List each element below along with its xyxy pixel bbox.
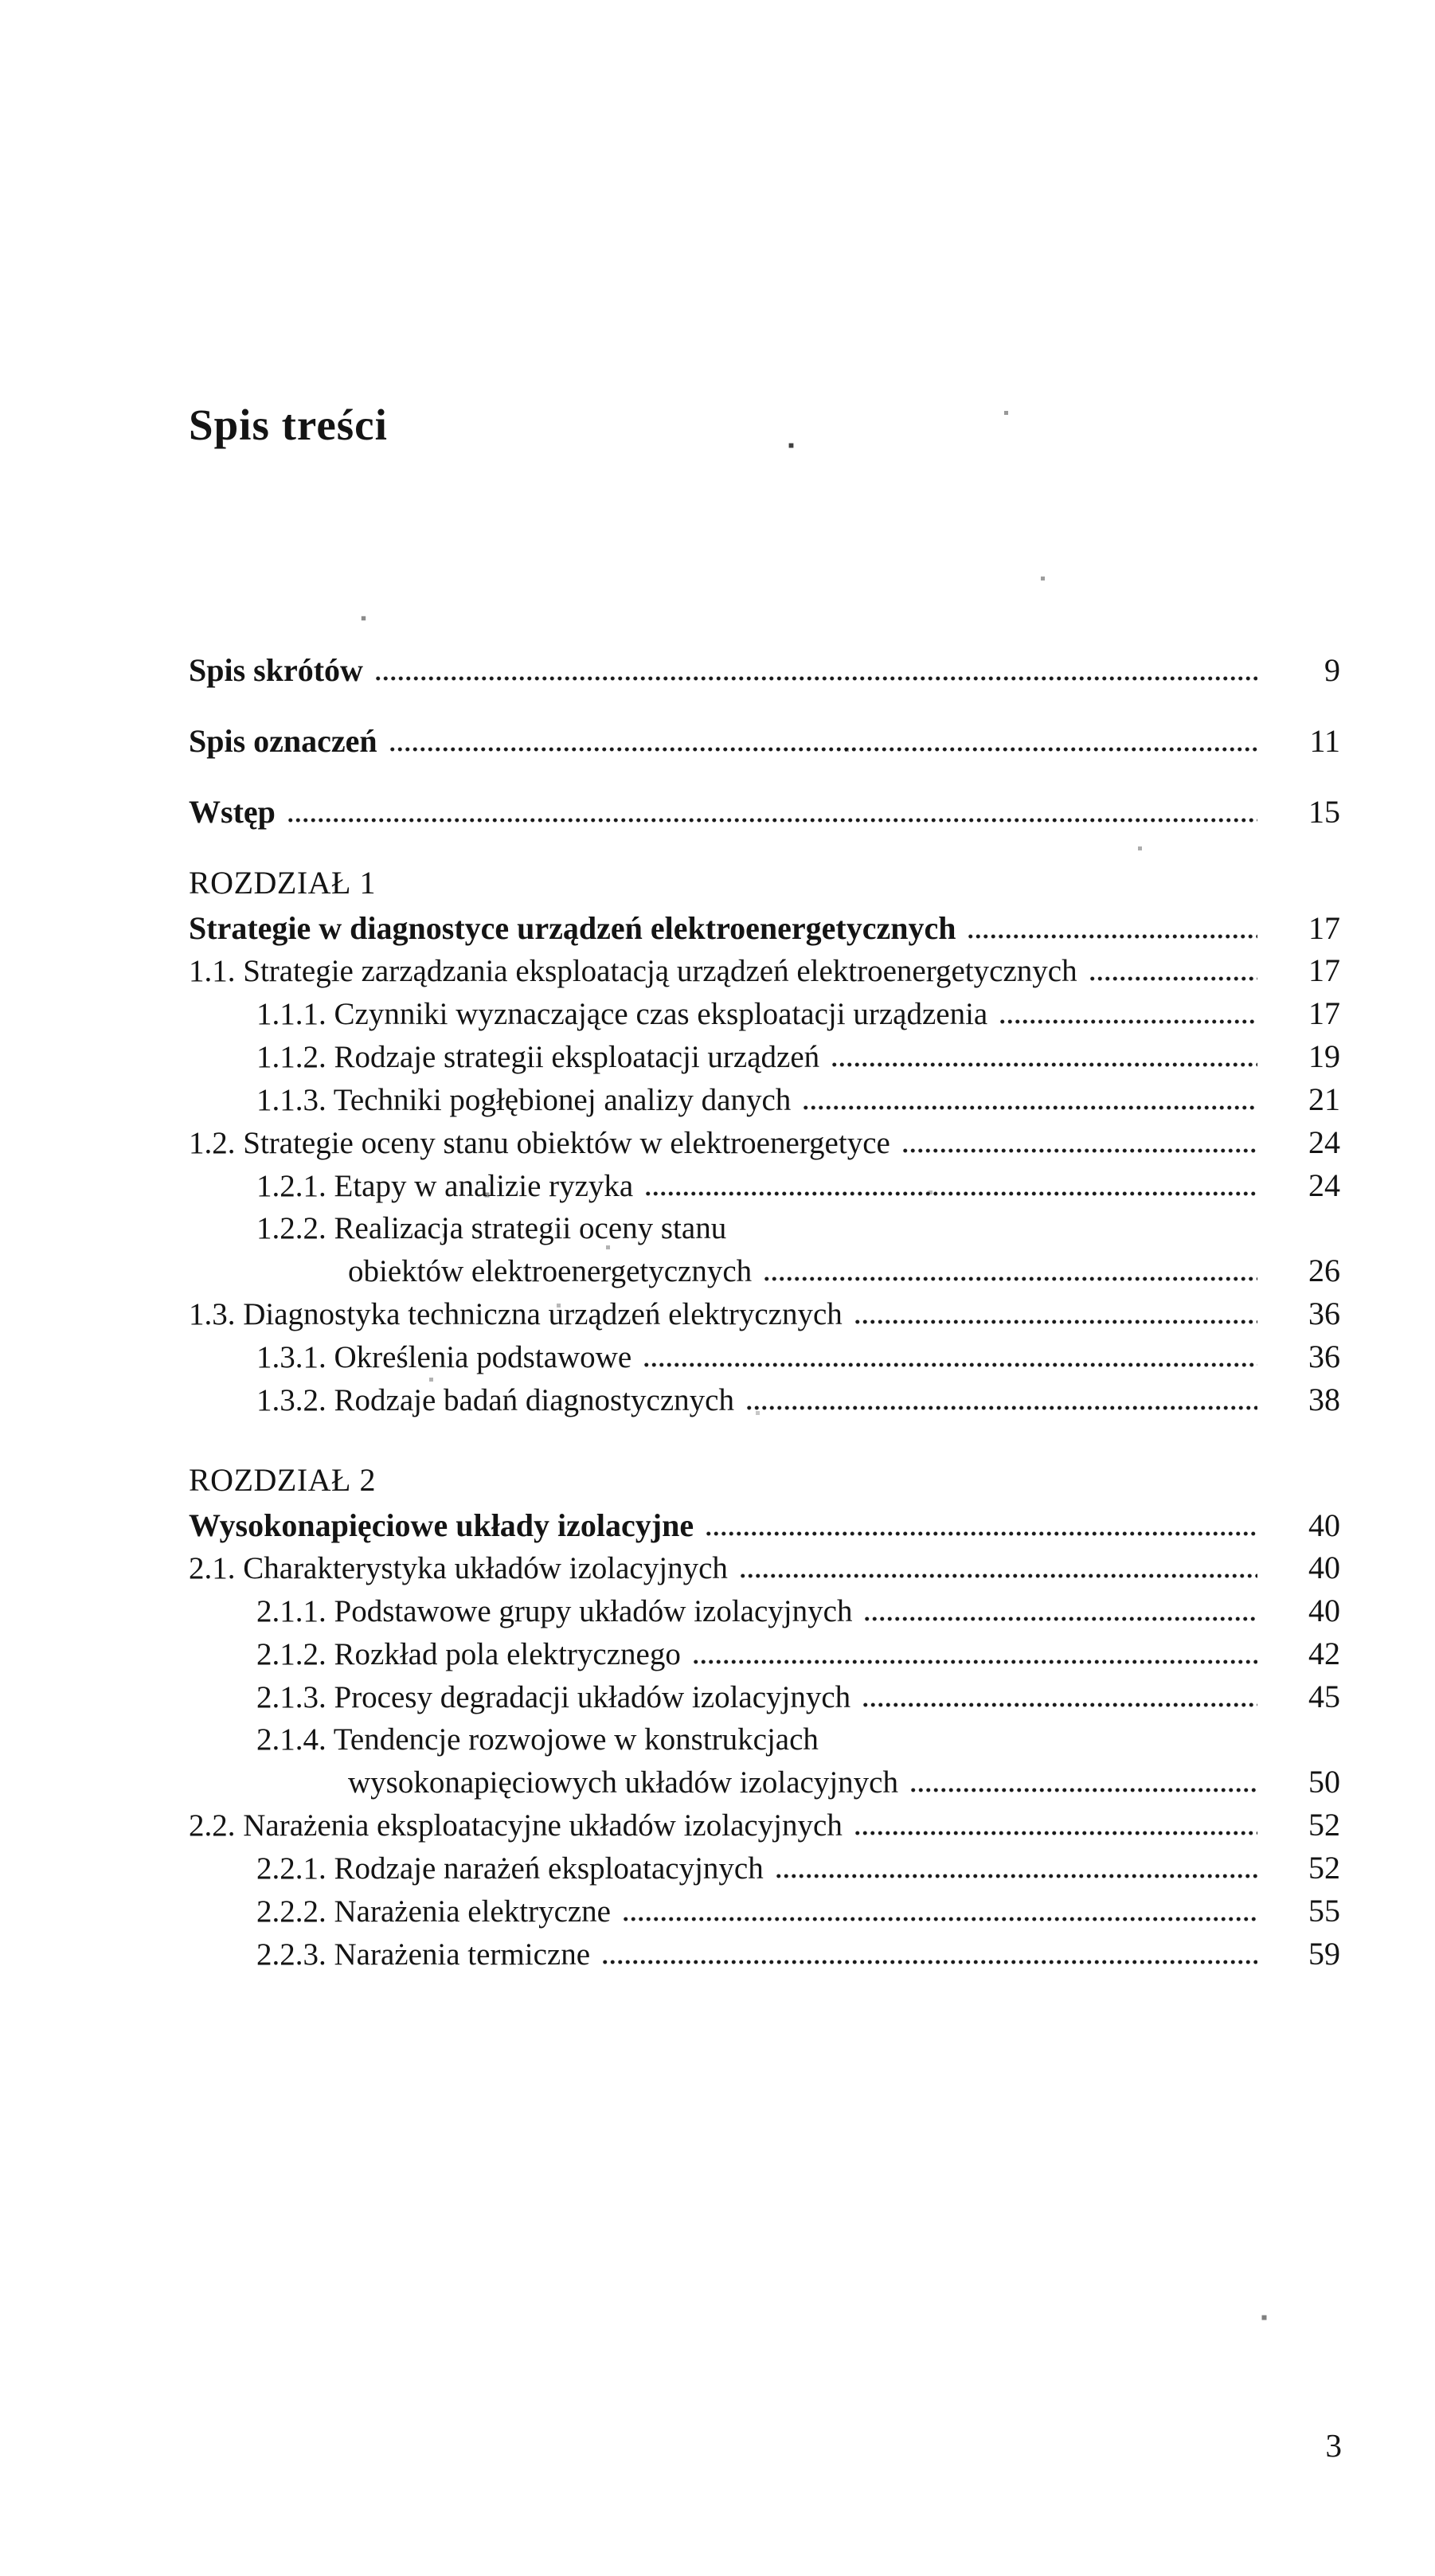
dot-leader [831,1061,1257,1067]
toc-entry [189,1804,1340,1847]
page-number: 3 [1325,2427,1342,2464]
dot-leader [389,746,1257,752]
toc-entry [256,1890,1340,1933]
toc-entry-page: 42 [1308,1636,1340,1671]
toc-entry-page: 24 [1308,1167,1340,1203]
toc-entry [189,720,1340,762]
toc-entry [348,1249,1340,1292]
toc-entry-label: 2.1.4. Tendencje rozwojowe w konstrukcjach [256,1722,819,1757]
page-title: Spis treści [189,401,388,449]
toc-entry-page: 9 [1324,652,1340,688]
toc-entry-label: Spis skrótów [189,652,363,688]
toc-entry-label: wysokonapięciowych układów izolacyjnych [348,1765,898,1800]
toc-entry-page: 59 [1308,1936,1340,1972]
toc-entry [189,649,1340,691]
toc-entry [189,862,1340,904]
toc-entry-page: 40 [1308,1593,1340,1628]
toc-entry-label: 1.1.1. Czynniki wyznaczające czas eksploatacji urządzenia [256,997,988,1031]
dot-leader [802,1104,1257,1110]
toc-entry [256,1632,1340,1675]
toc-entry-page: 26 [1308,1253,1340,1288]
toc-entry-label: Wstęp [189,794,276,830]
dot-leader [1089,975,1257,981]
toc-entry-label: 1.3.1. Określenia podstawowe [256,1340,632,1374]
toc-entry-page: 40 [1308,1550,1340,1585]
toc-entry-page: 38 [1308,1382,1340,1417]
toc-entry [189,791,1340,833]
toc-entry [189,949,1340,992]
toc-entry-label: 2.2.1. Rodzaje narażeń eksploatacyjnych [256,1851,764,1886]
toc-entry-page: 50 [1308,1764,1340,1800]
toc-entry-page: 52 [1308,1807,1340,1843]
toc-entry-label: obiektów elektroenergetycznych [348,1254,753,1288]
toc-entry-label: 1.2.1. Etapy w analizie ryzyka [256,1169,634,1203]
toc-entry-label: 1.1. Strategie zarządzania eksploatacją urządzeń elektroenergetycznych [189,954,1077,988]
dot-leader [763,1276,1257,1281]
toc-entry-page: 40 [1308,1507,1340,1543]
toc-entry [256,1078,1340,1121]
toc-list [0,649,1340,1976]
toc-entry-label: 2.2. Narażenia eksploatacyjne układów izolacyjnych [189,1808,843,1843]
dot-leader [692,1659,1257,1664]
toc-entry-page: 24 [1308,1124,1340,1160]
toc-entry-label: 2.1.2. Rozkład pola elektrycznego [256,1637,681,1671]
toc-entry-page: 36 [1308,1339,1340,1374]
toc-entry [256,1335,1340,1378]
dot-leader [705,1530,1257,1536]
dot-leader [287,817,1257,823]
toc-entry [189,1292,1340,1335]
toc-entry-label: 1.2.2. Realizacja strategii oceny stanu [256,1211,727,1245]
toc-page [0,401,1435,2464]
dot-leader [999,1018,1257,1024]
toc-entry-label: Spis oznaczeń [189,723,377,759]
toc-entry-label: 2.2.2. Narażenia elektryczne [256,1894,611,1929]
toc-entry-page: 17 [1308,952,1340,988]
toc-entry [189,1546,1340,1589]
toc-entry-page: 45 [1308,1679,1340,1714]
dot-leader [854,1830,1257,1835]
toc-entry-label: Wysokonapięciowe układy izolacyjne [189,1507,694,1543]
toc-entry [256,1675,1340,1718]
toc-entry-page: 15 [1308,794,1340,830]
toc-entry-page: 55 [1308,1893,1340,1929]
dot-leader [862,1702,1257,1707]
toc-entry-label: 2.1.3. Procesy degradacji układów izolacyjnych [256,1680,851,1714]
toc-entry-label: 2.1. Charakterystyka układów izolacyjnych [189,1551,728,1585]
toc-entry-page: 11 [1309,723,1340,759]
toc-entry-label: ROZDZIAŁ 2 [189,1462,376,1498]
toc-entry-page: 52 [1308,1850,1340,1886]
toc-entry-label: 2.1.1. Podstawowe grupy układów izolacyjnych [256,1594,853,1628]
toc-entry [189,1459,1340,1501]
toc-entry [189,1121,1340,1164]
toc-entry-page: 21 [1308,1081,1340,1117]
dot-leader [967,933,1257,939]
dot-leader [739,1573,1257,1578]
scan-noise-specks [0,401,2,403]
toc-entry-page: 17 [1308,995,1340,1031]
toc-entry [256,1589,1340,1632]
dot-leader [854,1319,1257,1324]
dot-leader [745,1405,1257,1410]
toc-entry [256,992,1340,1035]
dot-leader [901,1147,1257,1153]
toc-entry-label: 1.1.2. Rodzaje strategii eksploatacji urządzeń [256,1040,820,1074]
toc-entry-label: 1.1.3. Techniki pogłębionej analizy danych [256,1083,792,1117]
toc-entry [256,1035,1340,1078]
dot-leader [601,1959,1257,1964]
toc-entry-label: 1.3.2. Rodzaje badań diagnostycznych [256,1383,734,1417]
toc-entry-page: 19 [1308,1038,1340,1074]
dot-leader [374,675,1257,681]
toc-entry-label: 1.2. Strategie oceny stanu obiektów w elektroenergetyce [189,1126,890,1160]
toc-entry [189,1504,1340,1546]
toc-entry-page: 17 [1308,910,1340,946]
dot-leader [863,1616,1257,1621]
toc-entry [348,1761,1340,1804]
toc-entry-label: 2.2.3. Narażenia termiczne [256,1937,591,1972]
toc-entry-page: 36 [1308,1296,1340,1331]
dot-leader [622,1916,1257,1921]
toc-entry [189,907,1340,949]
toc-entry-label: Strategie w diagnostyce urządzeń elektroenergetycznych [189,910,956,946]
toc-entry [256,1933,1340,1976]
toc-entry [256,1207,1340,1249]
toc-entry [256,1378,1340,1421]
dot-leader [643,1362,1257,1367]
dot-leader [644,1190,1257,1196]
toc-entry [256,1164,1340,1207]
toc-entry-label: ROZDZIAŁ 1 [189,865,376,901]
toc-entry-label: 1.3. Diagnostyka techniczna urządzeń elektrycznych [189,1297,843,1331]
toc-entry [256,1718,1340,1761]
toc-entry [256,1847,1340,1890]
dot-leader [909,1787,1257,1792]
dot-leader [775,1873,1257,1878]
